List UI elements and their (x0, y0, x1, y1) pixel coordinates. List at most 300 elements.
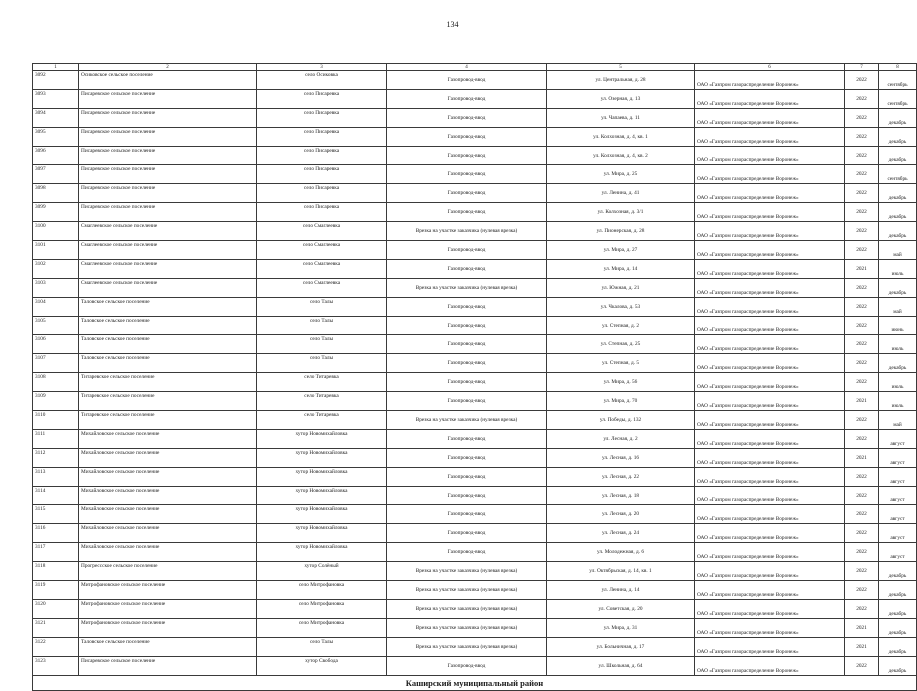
table-cell: 2021 (845, 259, 879, 278)
table-cell: хутор Новомихайловка (257, 448, 387, 467)
table-cell: Газопровод-ввод (387, 354, 547, 373)
table-cell: ОАО «Газпром газораспределение Воронеж» (695, 599, 845, 618)
table-cell: май (879, 241, 917, 260)
table-cell: ОАО «Газпром газораспределение Воронеж» (695, 71, 845, 90)
table-cell: Таловское сельское поселение (79, 297, 257, 316)
table-cell: Титаревское сельское поселение (79, 392, 257, 411)
table-cell: Михайловское сельское поселение (79, 467, 257, 486)
table-cell: ул. Колхозная, д. 4, кв. 2 (547, 146, 695, 165)
table-row (33, 467, 917, 486)
table-cell: сентябрь (879, 89, 917, 108)
table-cell: ул. Мира, д. 31 (547, 618, 695, 637)
column-number: 8 (879, 64, 917, 71)
table-cell: Прогрессское сельское поселение (79, 562, 257, 581)
table-cell: хутор Новомихайловка (257, 467, 387, 486)
table-cell: ОАО «Газпром газораспределение Воронеж» (695, 486, 845, 505)
table-cell: Титаревское сельское поселение (79, 411, 257, 430)
table-row (33, 618, 917, 637)
table-cell: ОАО «Газпром газораспределение Воронеж» (695, 392, 845, 411)
table-row (33, 165, 917, 184)
table-cell: 3115 (33, 505, 79, 524)
table-cell: ОАО «Газпром газораспределение Воронеж» (695, 562, 845, 581)
table-cell: Писаревское сельское поселение (79, 89, 257, 108)
table-cell: 2022 (845, 241, 879, 260)
table-cell: Смаглеевское сельское поселение (79, 241, 257, 260)
table-cell: ул. Советская, д. 20 (547, 599, 695, 618)
table-cell: Писаревское сельское поселение (79, 203, 257, 222)
table-cell: 3106 (33, 335, 79, 354)
table-cell: село Писаревка (257, 184, 387, 203)
table-cell: 3094 (33, 108, 79, 127)
table-cell: Газопровод-ввод (387, 543, 547, 562)
table-cell: ул. Колхозная, д. 3/1 (547, 203, 695, 222)
table-cell: декабрь (879, 222, 917, 241)
table-cell: ОАО «Газпром газораспределение Воронеж» (695, 373, 845, 392)
table-cell: Смаглеевское сельское поселение (79, 259, 257, 278)
table-cell: Газопровод-ввод (387, 486, 547, 505)
table-cell: ОАО «Газпром газораспределение Воронеж» (695, 203, 845, 222)
table-cell: хутор Новомихайловка (257, 429, 387, 448)
table-cell: 2022 (845, 562, 879, 581)
table-cell: Газопровод-ввод (387, 392, 547, 411)
table-cell: август (879, 429, 917, 448)
table-row (33, 127, 917, 146)
table-cell: село Смаглеевка (257, 259, 387, 278)
table-cell: 2021 (845, 618, 879, 637)
table-cell: село Осиковка (257, 71, 387, 90)
table-cell: 2022 (845, 89, 879, 108)
table-cell: декабрь (879, 146, 917, 165)
table-cell: Таловское сельское поселение (79, 316, 257, 335)
table-cell: 3123 (33, 656, 79, 675)
table-cell: село Митрофановка (257, 618, 387, 637)
table-cell: декабрь (879, 599, 917, 618)
table-cell: село Титаревка (257, 373, 387, 392)
table-cell: ул. Мира, д. 25 (547, 165, 695, 184)
table-cell: ОАО «Газпром газораспределение Воронеж» (695, 222, 845, 241)
table-cell: Титаревское сельское поселение (79, 373, 257, 392)
table-row (33, 297, 917, 316)
table-cell: хутор Новомихайловка (257, 505, 387, 524)
table-cell: 3120 (33, 599, 79, 618)
table-cell: Врезка на участке заказчика (нулевая врезка) (387, 222, 547, 241)
table-cell: ОАО «Газпром газораспределение Воронеж» (695, 184, 845, 203)
table-cell: декабрь (879, 203, 917, 222)
table-cell: 2022 (845, 165, 879, 184)
table-cell: Газопровод-ввод (387, 429, 547, 448)
column-number: 6 (695, 64, 845, 71)
section-title-row (33, 675, 917, 690)
table-cell: 2022 (845, 127, 879, 146)
table-cell: ОАО «Газпром газораспределение Воронеж» (695, 146, 845, 165)
table-cell: 3119 (33, 581, 79, 600)
table-row (33, 184, 917, 203)
table-cell: Смаглеевское сельское поселение (79, 222, 257, 241)
table-cell: ул. Ленина, д. 14 (547, 581, 695, 600)
table-cell: 3105 (33, 316, 79, 335)
table-cell: село Писаревка (257, 108, 387, 127)
table-cell: август (879, 505, 917, 524)
table-cell: сентябрь (879, 71, 917, 90)
table-cell: 3096 (33, 146, 79, 165)
table-cell: Осиковское сельское поселение (79, 71, 257, 90)
table-row (33, 108, 917, 127)
table-cell: ул. Пионерская, д. 28 (547, 222, 695, 241)
page-number: 134 (446, 20, 459, 29)
table-cell: ОАО «Газпром газораспределение Воронеж» (695, 354, 845, 373)
table-row (33, 656, 917, 675)
table-cell: 3118 (33, 562, 79, 581)
table-cell: ул. Лесная, д. 20 (547, 505, 695, 524)
table-cell: 3104 (33, 297, 79, 316)
table-cell: Михайловское сельское поселение (79, 486, 257, 505)
table-cell: Газопровод-ввод (387, 373, 547, 392)
table-cell: ОАО «Газпром газораспределение Воронеж» (695, 581, 845, 600)
table-cell: декабрь (879, 656, 917, 675)
table-cell: Газопровод-ввод (387, 127, 547, 146)
table-row (33, 241, 917, 260)
table-cell: Митрофановское сельское поселение (79, 599, 257, 618)
table-cell: 2021 (845, 392, 879, 411)
table-cell: 2022 (845, 71, 879, 90)
table-cell: 3102 (33, 259, 79, 278)
table-cell: 3117 (33, 543, 79, 562)
table-cell: село Митрофановка (257, 581, 387, 600)
section-title: Каширский муниципальный район (33, 675, 917, 690)
table-cell: 2022 (845, 599, 879, 618)
table-cell: 2022 (845, 373, 879, 392)
table-cell: 2022 (845, 467, 879, 486)
table-cell: ОАО «Газпром газораспределение Воронеж» (695, 637, 845, 656)
table-cell: июль (879, 392, 917, 411)
table-cell: село Титаревка (257, 411, 387, 430)
table-cell: Писаревское сельское поселение (79, 108, 257, 127)
table-cell: 2022 (845, 505, 879, 524)
table-cell: ул. Степная, д. 25 (547, 335, 695, 354)
table-cell: ул. Больничная, д. 17 (547, 637, 695, 656)
table-cell: 3114 (33, 486, 79, 505)
table-cell: ул. Молодежная, д. 6 (547, 543, 695, 562)
table-cell: хутор Солёный (257, 562, 387, 581)
table-cell: село Талы (257, 316, 387, 335)
table-row (33, 599, 917, 618)
table-cell: август (879, 486, 917, 505)
table-cell: Таловское сельское поселение (79, 354, 257, 373)
table-cell: 3098 (33, 184, 79, 203)
table-row (33, 505, 917, 524)
table-cell: 2022 (845, 486, 879, 505)
table-cell: 2022 (845, 411, 879, 430)
table-cell: село Митрофановка (257, 599, 387, 618)
table-cell: август (879, 448, 917, 467)
table-cell: 2021 (845, 448, 879, 467)
table-cell: Писаревское сельское поселение (79, 656, 257, 675)
table-cell: 3097 (33, 165, 79, 184)
table-row (33, 146, 917, 165)
table-cell: Газопровод-ввод (387, 71, 547, 90)
table-cell: Врезка на участке заказчика (нулевая врезка) (387, 411, 547, 430)
table-cell: 2022 (845, 222, 879, 241)
table-cell: Михайловское сельское поселение (79, 543, 257, 562)
table-cell: 2022 (845, 316, 879, 335)
table-cell: ул. Ленина, д. 41 (547, 184, 695, 203)
table-cell: 3101 (33, 241, 79, 260)
table-cell: ул. Мира, д. 14 (547, 259, 695, 278)
table-cell: ул. Мира, д. 56 (547, 373, 695, 392)
table-cell: Писаревское сельское поселение (79, 165, 257, 184)
table-cell: ОАО «Газпром газораспределение Воронеж» (695, 241, 845, 260)
table-cell: 3113 (33, 467, 79, 486)
table-cell: июль (879, 373, 917, 392)
table-cell: 3107 (33, 354, 79, 373)
table-cell: ул. Победы, д. 132 (547, 411, 695, 430)
table-cell: село Смаглеевка (257, 241, 387, 260)
table-cell: хутор Новомихайловка (257, 486, 387, 505)
table-cell: 3099 (33, 203, 79, 222)
table-cell: Газопровод-ввод (387, 467, 547, 486)
table-cell: 2022 (845, 543, 879, 562)
table-cell: сентябрь (879, 165, 917, 184)
table-cell: село Писаревка (257, 127, 387, 146)
table-cell: Газопровод-ввод (387, 165, 547, 184)
table-cell: ул. Центральная, д. 28 (547, 71, 695, 90)
table-cell: 2022 (845, 656, 879, 675)
table-cell: 2022 (845, 354, 879, 373)
table-cell: ул. Лесная, д. 16 (547, 448, 695, 467)
column-number: 1 (33, 64, 79, 71)
table-cell: декабрь (879, 127, 917, 146)
table-cell: Таловское сельское поселение (79, 637, 257, 656)
table-cell: декабрь (879, 637, 917, 656)
table-cell: декабрь (879, 108, 917, 127)
table-cell: ул. Колхозная, д. 4, кв. 1 (547, 127, 695, 146)
table-cell: село Титаревка (257, 392, 387, 411)
table-cell: ОАО «Газпром газораспределение Воронеж» (695, 467, 845, 486)
table-cell: ул. Южная, д. 21 (547, 278, 695, 297)
table-cell: июль (879, 259, 917, 278)
table-cell: Митрофановское сельское поселение (79, 618, 257, 637)
table-cell: Газопровод-ввод (387, 297, 547, 316)
table-cell: село Талы (257, 297, 387, 316)
table-cell: 3111 (33, 429, 79, 448)
table-cell: Митрофановское сельское поселение (79, 581, 257, 600)
table-cell: июнь (879, 316, 917, 335)
table-cell: село Талы (257, 354, 387, 373)
table-cell: Газопровод-ввод (387, 316, 547, 335)
table-cell: ул. Лесная, д. 18 (547, 486, 695, 505)
table-cell: ОАО «Газпром газораспределение Воронеж» (695, 165, 845, 184)
table-cell: ОАО «Газпром газораспределение Воронеж» (695, 335, 845, 354)
table-cell: ОАО «Газпром газораспределение Воронеж» (695, 316, 845, 335)
column-number: 3 (257, 64, 387, 71)
column-number: 2 (79, 64, 257, 71)
table-cell: Газопровод-ввод (387, 146, 547, 165)
table-cell: август (879, 524, 917, 543)
table-row (33, 203, 917, 222)
table-row (33, 411, 917, 430)
table-cell: декабрь (879, 618, 917, 637)
table-row (33, 354, 917, 373)
table-cell: ул. Степная, д. 2 (547, 316, 695, 335)
table-cell: Газопровод-ввод (387, 505, 547, 524)
table-cell: ОАО «Газпром газораспределение Воронеж» (695, 543, 845, 562)
table-cell: хутор Новомихайловка (257, 524, 387, 543)
table-cell: 3109 (33, 392, 79, 411)
table-cell: Газопровод-ввод (387, 89, 547, 108)
table-row (33, 637, 917, 656)
table-cell: 2022 (845, 203, 879, 222)
table-cell: ул. Чкалова, д. 53 (547, 297, 695, 316)
gas-works-table (32, 63, 917, 691)
table-cell: ул. Лесная, д. 2 (547, 429, 695, 448)
table-cell: август (879, 543, 917, 562)
table-row (33, 392, 917, 411)
table-cell: ул. Озерная, д. 13 (547, 89, 695, 108)
table-cell: 3112 (33, 448, 79, 467)
column-number-row (33, 64, 917, 71)
table-cell: 2022 (845, 146, 879, 165)
table-cell: 3095 (33, 127, 79, 146)
table-cell: Врезка на участке заказчика (нулевая врезка) (387, 562, 547, 581)
table-cell: ОАО «Газпром газораспределение Воронеж» (695, 505, 845, 524)
table-cell: ул. Школьная, д. 64 (547, 656, 695, 675)
table-cell: ОАО «Газпром газораспределение Воронеж» (695, 127, 845, 146)
table-cell: ул. Октябрьская, д. 14, кв. 1 (547, 562, 695, 581)
table-cell: 3121 (33, 618, 79, 637)
table-cell: декабрь (879, 354, 917, 373)
table-cell: ОАО «Газпром газораспределение Воронеж» (695, 524, 845, 543)
table-row (33, 581, 917, 600)
table-row (33, 429, 917, 448)
table-cell: 3092 (33, 71, 79, 90)
column-number: 4 (387, 64, 547, 71)
table-cell: село Писаревка (257, 165, 387, 184)
table-cell: август (879, 467, 917, 486)
table-row (33, 448, 917, 467)
table-row (33, 89, 917, 108)
table-row (33, 222, 917, 241)
table-cell: ОАО «Газпром газораспределение Воронеж» (695, 259, 845, 278)
table-cell: декабрь (879, 278, 917, 297)
table-cell: село Талы (257, 637, 387, 656)
table-cell: Писаревское сельское поселение (79, 127, 257, 146)
table-cell: Михайловское сельское поселение (79, 429, 257, 448)
column-number: 7 (845, 64, 879, 71)
column-number: 5 (547, 64, 695, 71)
table-row (33, 562, 917, 581)
table-cell: Газопровод-ввод (387, 656, 547, 675)
table-cell: Врезка на участке заказчика (нулевая врезка) (387, 278, 547, 297)
table-cell: Михайловское сельское поселение (79, 524, 257, 543)
table-cell: Михайловское сельское поселение (79, 448, 257, 467)
table-cell: 2022 (845, 335, 879, 354)
table-cell: 3103 (33, 278, 79, 297)
table-row (33, 335, 917, 354)
table-cell: Писаревское сельское поселение (79, 146, 257, 165)
table-cell: ул. Лесная, д. 22 (547, 467, 695, 486)
table-cell: май (879, 297, 917, 316)
table-cell: ул. Степная, д. 5 (547, 354, 695, 373)
table-cell: Врезка на участке заказчика (нулевая врезка) (387, 599, 547, 618)
table-cell: Газопровод-ввод (387, 448, 547, 467)
table-cell: село Смаглеевка (257, 278, 387, 297)
table-cell: 2022 (845, 184, 879, 203)
table-cell: 2022 (845, 278, 879, 297)
table-cell: Газопровод-ввод (387, 203, 547, 222)
table-cell: декабрь (879, 184, 917, 203)
table-cell: ОАО «Газпром газораспределение Воронеж» (695, 297, 845, 316)
table-cell: село Талы (257, 335, 387, 354)
table-cell: ОАО «Газпром газораспределение Воронеж» (695, 411, 845, 430)
table-cell: ОАО «Газпром газораспределение Воронеж» (695, 89, 845, 108)
table-cell: село Писаревка (257, 146, 387, 165)
table-cell: 3100 (33, 222, 79, 241)
table-cell: июль (879, 335, 917, 354)
table-cell: 3110 (33, 411, 79, 430)
table-cell: Газопровод-ввод (387, 108, 547, 127)
table-cell: 2022 (845, 108, 879, 127)
table-cell: Михайловское сельское поселение (79, 505, 257, 524)
table-cell: май (879, 411, 917, 430)
table-cell: Смаглеевское сельское поселение (79, 278, 257, 297)
table-cell: декабрь (879, 562, 917, 581)
table-cell: Газопровод-ввод (387, 184, 547, 203)
table-cell: 3122 (33, 637, 79, 656)
table-cell: ОАО «Газпром газораспределение Воронеж» (695, 656, 845, 675)
table-cell: ул. Чапаева, д. 11 (547, 108, 695, 127)
table-cell: 2022 (845, 581, 879, 600)
table-cell: ул. Мира, д. 70 (547, 392, 695, 411)
table-cell: 2022 (845, 429, 879, 448)
table-cell: 3093 (33, 89, 79, 108)
table-cell: ОАО «Газпром газораспределение Воронеж» (695, 108, 845, 127)
table-row (33, 278, 917, 297)
table-cell: декабрь (879, 581, 917, 600)
table-row (33, 259, 917, 278)
table-cell: Писаревское сельское поселение (79, 184, 257, 203)
table-cell: ОАО «Газпром газораспределение Воронеж» (695, 448, 845, 467)
table-cell: Газопровод-ввод (387, 335, 547, 354)
table-cell: село Писаревка (257, 89, 387, 108)
table-cell: Врезка на участке заказчика (нулевая врезка) (387, 581, 547, 600)
table-cell: Таловское сельское поселение (79, 335, 257, 354)
table-cell: хутор Свобода (257, 656, 387, 675)
table-cell: село Писаревка (257, 203, 387, 222)
table-cell: хутор Новомихайловка (257, 543, 387, 562)
table-cell: село Смаглеевка (257, 222, 387, 241)
table-cell: Газопровод-ввод (387, 241, 547, 260)
table-cell: ОАО «Газпром газораспределение Воронеж» (695, 278, 845, 297)
table-cell: ОАО «Газпром газораспределение Воронеж» (695, 429, 845, 448)
table-cell: 2021 (845, 637, 879, 656)
table-cell: Газопровод-ввод (387, 524, 547, 543)
table-cell: ОАО «Газпром газораспределение Воронеж» (695, 618, 845, 637)
table-cell: 2022 (845, 524, 879, 543)
table-cell: ул. Лесная, д. 24 (547, 524, 695, 543)
table-cell: 2022 (845, 297, 879, 316)
table-row (33, 71, 917, 90)
table-row (33, 373, 917, 392)
table-cell: Врезка на участке заказчика (нулевая врезка) (387, 618, 547, 637)
table-cell: Газопровод-ввод (387, 259, 547, 278)
table-cell: ул. Мира, д. 27 (547, 241, 695, 260)
table-row (33, 543, 917, 562)
table-cell: 3116 (33, 524, 79, 543)
table-row (33, 524, 917, 543)
table-row (33, 316, 917, 335)
table-cell: 3108 (33, 373, 79, 392)
table-cell: Врезка на участке заказчика (нулевая врезка) (387, 637, 547, 656)
